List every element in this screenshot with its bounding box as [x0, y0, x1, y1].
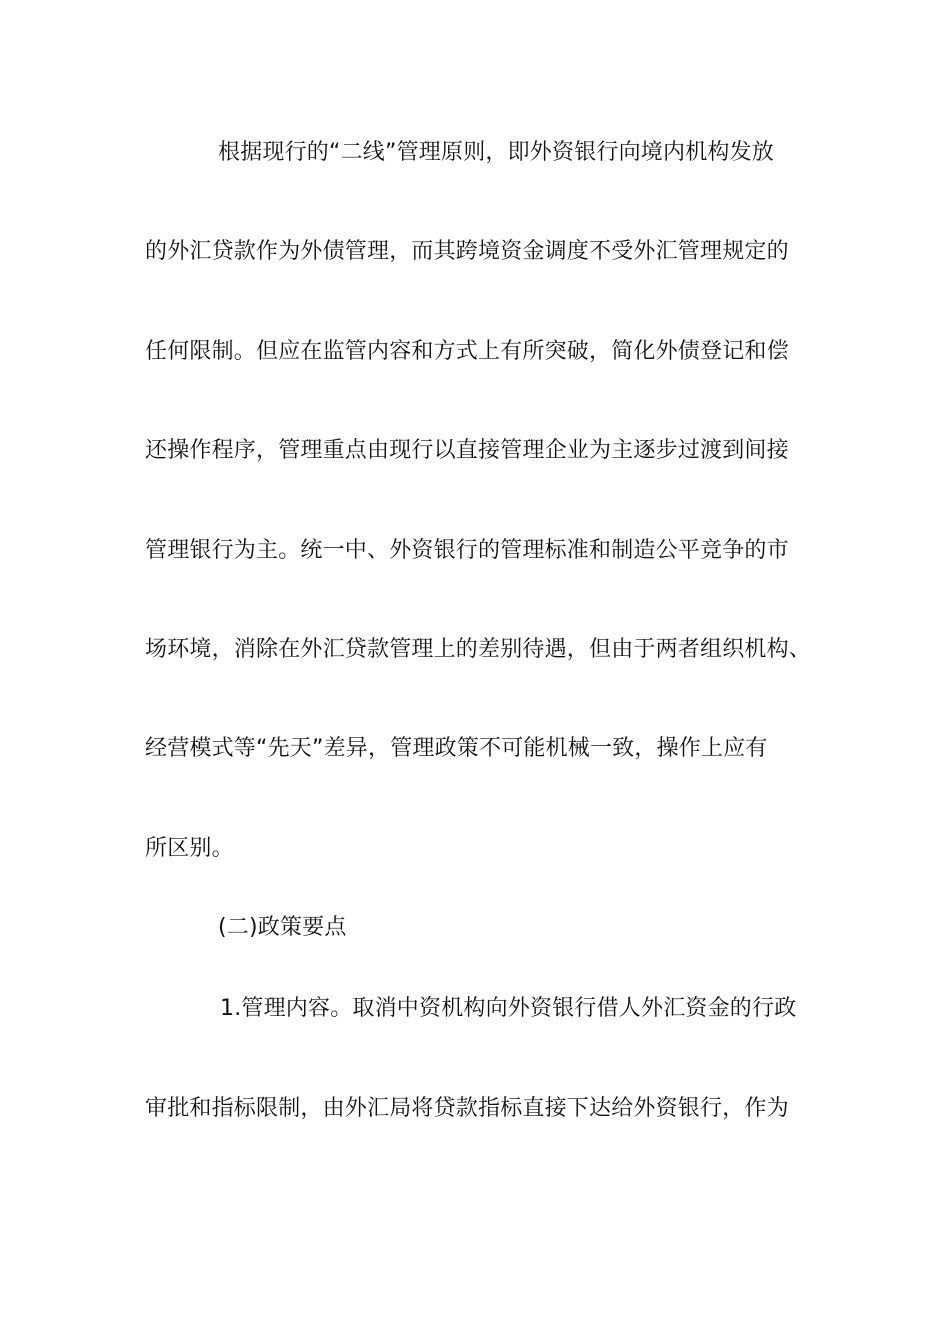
paragraph-1-line-4: 还操作程序，管理重点由现行以直接管理企业为主逐步过渡到间接 [145, 438, 789, 463]
paragraph-1-line-8: 所区别。 [145, 836, 234, 861]
paragraph-2-line-2: 审批和指标限制，由外汇局将贷款指标直接下达给外资银行，作为 [145, 1096, 789, 1121]
paragraph-1-line-5: 管理银行为主。统一中、外资银行的管理标准和制造公平竞争的市 [145, 538, 789, 563]
paragraph-1-line-1: 根据现行的“二线”管理原则，即外资银行向境内机构发放 [218, 140, 774, 165]
paragraph-1-line-3: 任何限制。但应在监管内容和方式上有所突破，简化外债登记和偿 [145, 339, 789, 364]
paragraph-1-line-2: 的外汇贷款作为外债管理，而其跨境资金调度不受外汇管理规定的 [145, 239, 789, 264]
paragraph-1-line-6: 场环境，消除在外汇贷款管理上的差别待遇，但由于两者组织机构、 [145, 637, 812, 662]
paragraph-2-line-1: 1.管理内容。取消中资机构向外资银行借人外汇资金的行政 [220, 996, 797, 1021]
paragraph-1-line-7: 经营模式等“先天”差异，管理政策不可能机械一致，操作上应有 [145, 736, 768, 761]
section-heading: (二)政策要点 [218, 915, 347, 940]
